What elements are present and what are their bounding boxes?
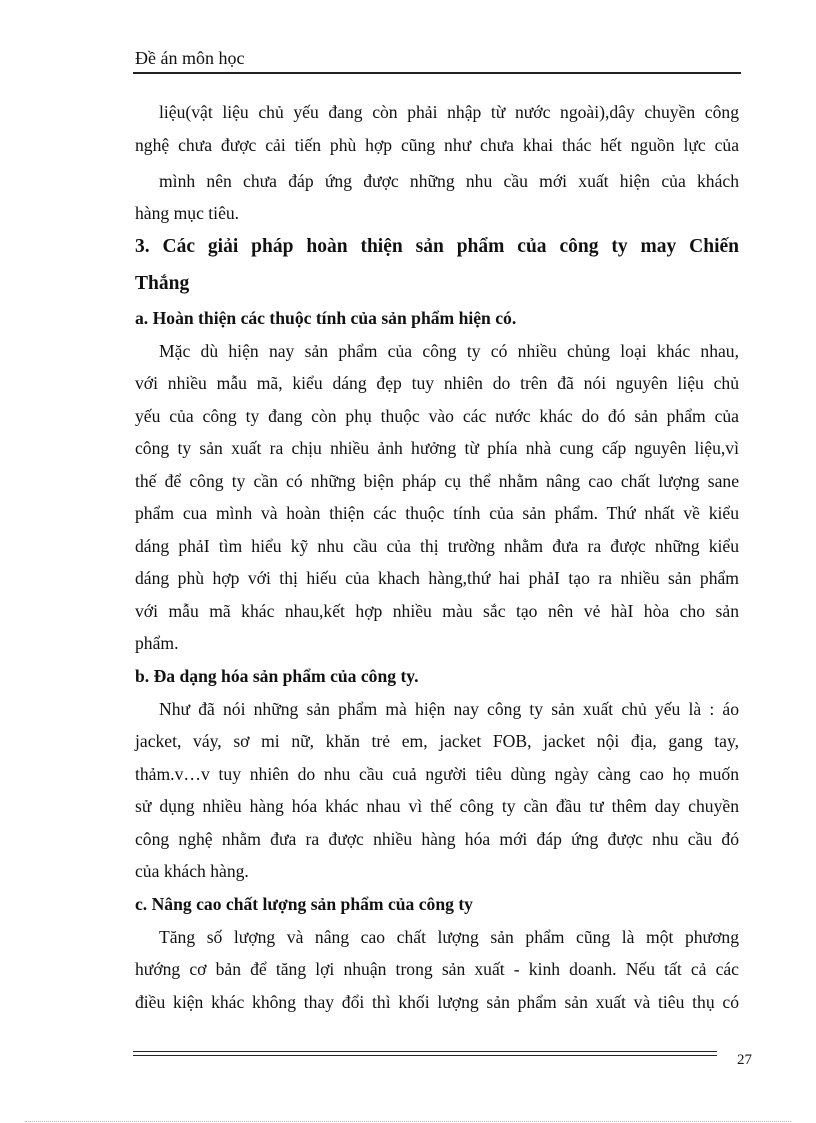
document-body [135,96,739,1018]
text-line: nghệ chưa được cải tiến phù hợp cũng như chưa khai thác hết nguồn lực của [135,134,739,155]
text-line: công nghệ nhằm đưa ra được nhiều hàng hóa mới đáp ứng được nhu cầu đó [135,828,739,849]
section-b-title: b. Đa dạng hóa sản phẩm của công ty. [135,665,419,686]
text-line: của khách hàng. [135,861,249,881]
footer-rule-double [133,1055,717,1056]
page-number: 27 [737,1052,752,1068]
page-edge-dots [25,1121,791,1122]
text-line: sử dụng nhiều hàng hóa khác nhau vì thế công ty cần đầu tư thêm day chuyền [135,796,739,816]
section-3-title-cont: Thắng [135,272,190,294]
text-line: phẩm. [135,633,179,653]
section-3-title: 3. Các giải pháp hoàn thiện sản phẩm của công ty may Chiến [135,235,739,257]
section-c-title: c. Nâng cao chất lượng sản phẩm của công ty [135,893,473,914]
text-line: mình nên chưa đáp ứng được những nhu cầu mới xuất hiện của khách [159,171,739,191]
text-line: với mẫu mã khác nhau,kết hợp nhiều màu sắc tạo nên vẻ hàI hòa cho sản [135,600,739,621]
text-line: phẩm cua mình và hoàn thiện các thuộc tính của sản phẩm. Thứ nhất về kiểu [135,503,739,523]
text-line: thế để công ty cần có những biện pháp cụ thể nhằm nâng cao chất lượng sane [135,470,739,491]
section-a-title: a. Hoàn thiện các thuộc tính của sản phẩm hiện có. [135,307,517,328]
text-line: jacket, váy, sơ mi nữ, khăn trẻ em, jacket FOB, jacket nội địa, gang tay, [135,731,739,751]
text-line: yếu của công ty đang còn phụ thuộc vào các nước khác do đó sản phẩm của [135,405,739,426]
text-line: hướng cơ bản để tăng lợi nhuận trong sản xuất - kinh doanh. Nếu tất cả các [135,959,739,979]
text-line: hàng mục tiêu. [135,202,240,223]
text-line: Mặc dù hiện nay sản phẩm của công ty có nhiều chủng loại khác nhau, [159,340,739,361]
text-line: liệu(vật liệu chủ yếu đang còn phải nhập từ nước ngoài),dây chuyền công [159,102,739,122]
text-line: công ty sản xuất ra chịu nhiều ảnh hưởng từ phía nhà cung cấp nguyên liệu,vì [135,438,739,458]
text-line: với nhiều mẫu mã, kiểu dáng đẹp tuy nhiên do trên đã nói nguyên liệu chủ [135,373,739,393]
footer-rule [133,1051,717,1052]
text-line: thảm.v…v tuy nhiên do nhu cầu cuả người tiêu dùng ngày càng cao họ muốn [135,763,739,784]
text-line: điều kiện khác không thay đổi thì khối lượng sản phẩm sản xuất và tiêu thụ có [135,991,739,1012]
text-line: dáng phảI tìm hiểu kỹ nhu cầu của thị trường nhằm đưa ra được những kiểu [135,535,739,556]
text-line: dáng phù hợp với thị hiếu của khach hàng,thứ hai phảI tạo ra nhiều sản phẩm [135,568,739,588]
text-line: Tăng số lượng và nâng cao chất lượng sản phẩm cũng là một phương [159,926,739,947]
page-header-title: Đề án môn học [135,48,245,68]
header-rule [133,72,741,74]
text-line: Như đã nói những sản phẩm mà hiện nay công ty sản xuất chủ yếu là : áo [159,698,739,719]
